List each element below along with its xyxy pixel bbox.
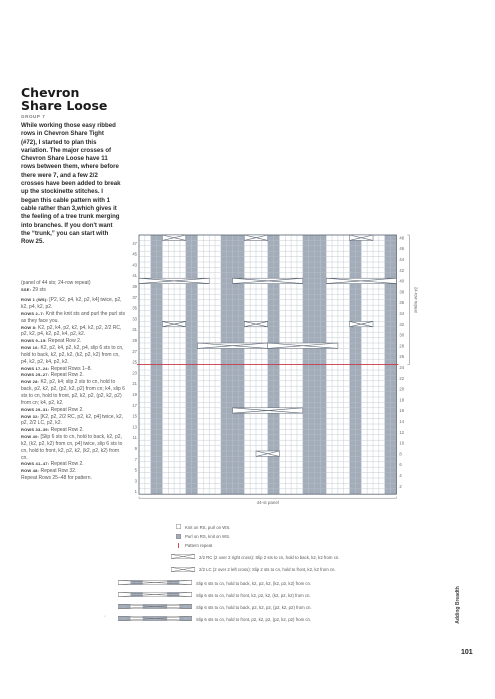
cable-6-6-front-icon [118, 592, 192, 598]
instruction-row [21, 427, 125, 434]
row-number-left: 5 [134, 467, 137, 473]
instruction-label: ROWS 33–39: [21, 427, 50, 433]
row-number-right: 6 [399, 462, 402, 468]
instruction-row [21, 325, 125, 339]
page-number: 101 [461, 649, 473, 656]
row-number-left: 39 [132, 284, 137, 289]
row-number-right: 38 [399, 289, 405, 295]
row-number-left: 45 [132, 251, 137, 257]
instruction-text: 29 sts [31, 286, 46, 293]
purl-square-icon [176, 534, 181, 540]
row-number-left: 43 [132, 262, 137, 268]
row-instructions [21, 280, 125, 482]
instruction-text: Repeat Row 2. [49, 372, 84, 379]
section-tab [454, 578, 471, 638]
cable-2-2-rc-icon [171, 554, 195, 560]
row-number-right: 32 [399, 321, 405, 327]
row-number-right: 8 [399, 451, 402, 457]
legend-text: 2/2 LC (2 over 2 left cross): Slip 2 sts to cn, hold to front, k2, k2 from cn. [199, 567, 336, 572]
intro-paragraph [21, 122, 121, 246]
cable-6-6-back-icon [118, 580, 192, 586]
row-number-left: 47 [132, 240, 137, 246]
legend-item [176, 534, 230, 540]
instruction-row [21, 287, 125, 294]
repeat-label: 24-row repeat [413, 286, 419, 313]
instruction-text: [K2, p2, 2/2 RC, p2, k2, p4] twice, k2, p2, 2/2 LC, p2, k2. [21, 413, 124, 427]
legend-item [171, 567, 336, 573]
legend-text: Purl on RS, knit on WS. [185, 534, 231, 539]
row-number-left: 29 [132, 338, 137, 343]
row-number-right: 16 [399, 408, 405, 414]
instruction-row [21, 280, 125, 287]
row-number-left: 13 [132, 424, 137, 430]
row-number-right: 22 [399, 375, 405, 381]
instruction-row [21, 407, 125, 414]
instruction-row [21, 372, 125, 379]
knit-square-icon [176, 524, 181, 530]
row-number-left: 3 [134, 478, 137, 484]
instruction-label: ROWS 17–24: [21, 365, 50, 371]
row-number-left: 27 [132, 348, 137, 354]
instruction-text: Repeat Row 2. [46, 338, 82, 345]
row-number-right: 34 [399, 311, 405, 316]
title-line-2: Share Loose [21, 98, 108, 113]
row-number-right: 46 [399, 246, 405, 252]
instruction-label: SSE: [21, 286, 32, 292]
instruction-text: (panel of 44 sts; 24-row repeat) [21, 280, 91, 286]
row-number-left: 19 [132, 392, 137, 397]
row-number-right: 42 [399, 267, 405, 273]
row-number-left: 17 [132, 402, 137, 408]
row-number-right: 24 [399, 365, 405, 370]
pen-mark: ˇ [104, 616, 106, 622]
instruction-text: Repeat Row 2. [49, 461, 84, 468]
row-number-left: 23 [132, 370, 137, 376]
instruction-text: Repeat Row 32. [39, 468, 77, 475]
instruction-row [21, 475, 125, 482]
row-number-left: 33 [132, 316, 137, 322]
instruction-label: ROW 48: [21, 468, 40, 474]
row-number-right: 40 [399, 278, 405, 284]
instruction-text: Repeat Row 2. [49, 406, 84, 413]
row-number-left: 21 [132, 381, 137, 387]
instruction-label: ROW 1 (WS): [21, 297, 48, 303]
cable-2-2-lc-icon [171, 567, 195, 573]
row-number-left: 25 [132, 359, 137, 365]
instruction-text: K2, p2, k4, p2, k2, p4, slip 6 sts to cn, hold to back, k2, p2, k2, (k2, p2, k2) from cn, p4, k2, p2, k4, p2, k2. [21, 345, 124, 365]
row-number-right: 36 [399, 300, 405, 306]
row-number-right: 30 [399, 332, 405, 338]
legend-text: Slip 6 sts to cn, hold to front, p2, k2, p2, (p2, k2, p2) from cn. [196, 616, 312, 622]
instruction-row [21, 338, 125, 345]
instruction-row [21, 379, 125, 406]
instruction-label: ROW 28: [21, 379, 40, 385]
row-number-left: 7 [134, 456, 137, 462]
row-number-right: 44 [399, 257, 405, 262]
row-number-right: 2 [399, 483, 402, 489]
instruction-row [21, 311, 125, 325]
row-number-left: 9 [134, 446, 137, 451]
instruction-row [21, 345, 125, 366]
row-number-right: 28 [399, 343, 405, 349]
legend-text: Slip 6 sts to cn, hold to back, k2, p2, k2, (k2, p2, k2) from cn. [196, 580, 312, 586]
instruction-row [21, 297, 125, 311]
legend-item [118, 592, 311, 598]
row-number-right: 20 [399, 386, 405, 392]
instruction-row [21, 468, 125, 475]
instruction-label: ROWS 25–27: [21, 372, 50, 378]
instruction-text: Knit the knit sts and purl the purl sts as they face you. [21, 310, 125, 324]
row-number-right: 48 [399, 235, 405, 241]
instruction-label: ROWS 29–31: [21, 406, 50, 412]
instruction-row [21, 434, 125, 461]
row-number-right: 14 [399, 419, 405, 424]
instruction-label: ROW 32: [21, 413, 40, 419]
row-number-right: 10 [399, 440, 405, 446]
instruction-label: ROWS 41–47: [21, 461, 50, 467]
legend-text: Slip 6 sts to cn, hold to front, k2, p2, k2, (k2, p2, k2) from cn. [196, 592, 311, 598]
row-number-left: 41 [132, 273, 137, 279]
legend-item [118, 616, 311, 622]
legend-item [118, 604, 312, 610]
pattern-repeat-icon [176, 543, 181, 549]
instruction-text: K2, p2, k4, p2, k2, p4, k2, p2, 2/2 RC, p2, k2, p4, k2, p2, k4, p2, k2. [21, 324, 122, 338]
legend-item [171, 554, 339, 560]
legend-text: Knit on RS, purl on WS. [185, 524, 231, 530]
legend-text: 2/2 RC (2 over 2 right cross): Slip 2 sts to cn, hold to back, k2, k2 from cn. [199, 554, 340, 560]
instruction-label: ROWS 2–7: [21, 310, 45, 316]
row-number-left: 31 [132, 327, 137, 333]
pattern-title [21, 86, 107, 112]
instruction-text: [Slip 6 sts to cn, hold to back, k2, p2, k2, (k2, p2, k2) from cn, p4] twice, slip 6 sts to cn, hold to front, k2, p2, k2, (k2, p2, k2) from cn. [21, 434, 123, 461]
instruction-label: ROWS 9–15: [21, 338, 47, 344]
instruction-row [21, 414, 125, 428]
instruction-label: ROW 16: [21, 345, 40, 351]
legend-item [176, 543, 212, 549]
legend-item [176, 524, 230, 530]
row-number-left: 37 [132, 294, 137, 300]
cable-6-6-front-purl-icon [118, 616, 192, 622]
row-number-left: 35 [132, 305, 137, 311]
legend-text: Slip 6 sts to cn, hold to back, p2, k2, p2, (p2, k2, p2) from cn. [196, 604, 312, 610]
instruction-text: Repeat Rows 25–48 for pattern. [21, 475, 92, 482]
section-label: Adding Breadth [454, 586, 461, 624]
instruction-text: Repeat Rows 1–8. [49, 365, 92, 372]
row-number-left: 11 [132, 435, 137, 441]
instruction-text: K2, p2, k4; slip 2 sts to cn, hold to back, p2, k2, p2, (p2, k2, p2) from cn; k4, slip 6 sts to cn, hold to front, p2, k2, p2, (p2, k2, p2) from cn; k4, p2, k2. [21, 379, 125, 406]
instruction-row [21, 366, 125, 373]
panel-label: 44-st panel [256, 500, 279, 506]
instruction-label: ROW 8: [21, 324, 37, 330]
row-number-left: 1 [134, 489, 137, 495]
legend-text: Pattern repeat [185, 543, 213, 548]
cable-6-6-back-purl-icon [118, 604, 192, 610]
row-number-right: 18 [399, 397, 405, 403]
instruction-row [21, 461, 125, 468]
row-number-right: 4 [399, 473, 402, 478]
title-line-1: Chevron [21, 85, 80, 100]
cable-chart [126, 226, 426, 516]
intro-text: While working those easy ribbed rows in Chevron Share Tight (#72), I started to plan this variation. The major crosses of Chevron Share Loose have 11 rows between them, where before there were 7, and a few 2/2 crosses have been added to break up the stockinette stitches. I began this cable pattern with 1 cable rather than 3,which gives it the feeling of a tree trunk merging into branches. If you don't want the “trunk,” you can start with Row 25. [21, 122, 121, 246]
instruction-text: [P2, k2, p4, k2, p2, k4] twice, p2, k2, p4, k2, p2. [21, 297, 122, 311]
instruction-label: ROW 40: [21, 434, 40, 440]
instruction-text: Repeat Row 2. [49, 427, 84, 434]
row-number-right: 12 [399, 429, 405, 435]
row-number-left: 15 [132, 413, 137, 419]
legend-item [118, 580, 311, 586]
group-label: GROUP 7 [21, 114, 46, 119]
row-number-right: 26 [399, 354, 405, 360]
